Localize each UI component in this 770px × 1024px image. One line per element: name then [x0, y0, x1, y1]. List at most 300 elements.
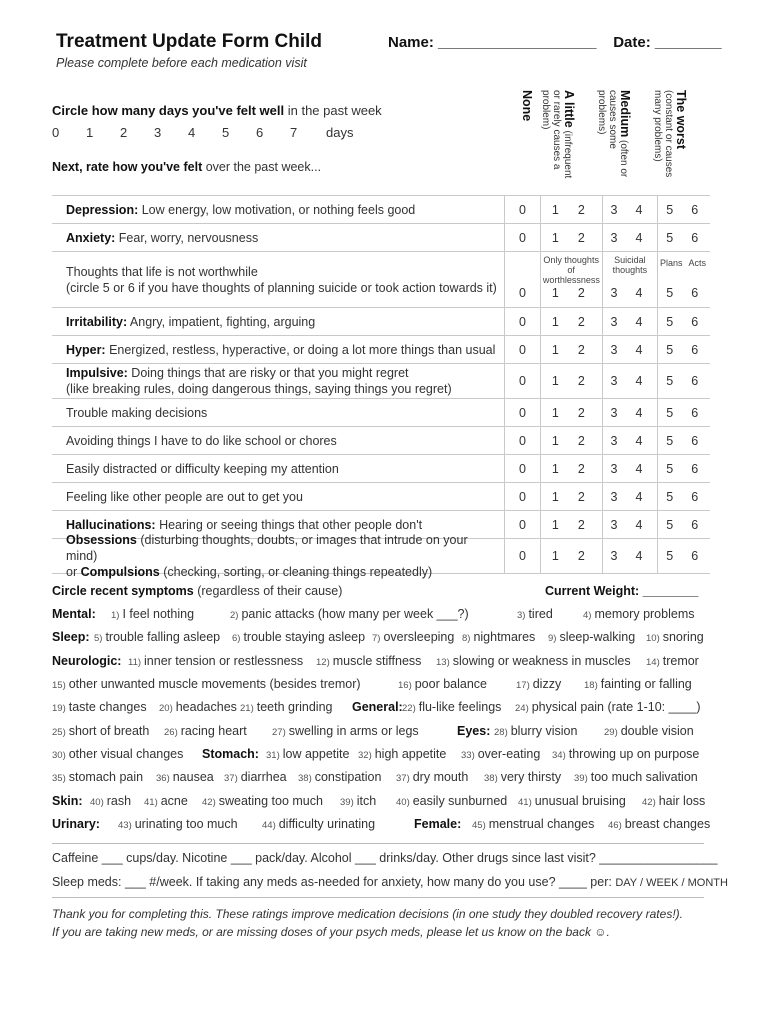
rating-option-6[interactable]: 6: [691, 433, 699, 448]
symptom-label: short of breath: [68, 724, 150, 738]
symptom-number: 40): [90, 797, 104, 808]
rating-option-5[interactable]: 5: [666, 202, 674, 217]
rating-group: [658, 196, 710, 223]
rating-option-0[interactable]: 0: [519, 202, 526, 217]
rating-option-5[interactable]: 5: [666, 433, 674, 448]
symptom-number: 36): [156, 773, 170, 784]
rating-option-2[interactable]: 2: [577, 433, 585, 448]
symptom-item[interactable]: [402, 700, 501, 714]
symptom-number: 6): [232, 633, 241, 644]
rating-row-irritability: Irritability: Angry, impatient, fighting, arguing 0 1 2 3 4 5 6: [52, 307, 710, 335]
rating-group: [658, 308, 710, 335]
rating-scale: [504, 224, 710, 251]
symptom-item[interactable]: [340, 794, 376, 808]
rating-group: [541, 364, 603, 398]
rating-option-3[interactable]: 3: [610, 374, 618, 388]
symptom-label: unusual bruising: [534, 794, 626, 808]
days-well-options: [52, 125, 353, 140]
substance-use-box: [52, 843, 728, 898]
symptom-label: headaches: [175, 700, 237, 714]
days-unit-label: days: [326, 125, 354, 140]
symptom-item[interactable]: [128, 654, 303, 668]
rating-group: [505, 455, 541, 482]
rating-option-2[interactable]: 2: [577, 202, 585, 217]
rating-option-5[interactable]: 5: [666, 286, 674, 300]
rating-option-2[interactable]: 2: [577, 461, 585, 476]
symptom-item[interactable]: [202, 794, 323, 808]
rating-group: [505, 252, 541, 307]
symptom-number: 10): [646, 633, 660, 644]
symptom-number: 34): [552, 750, 566, 761]
symptom-label: taste changes: [68, 700, 147, 714]
rating-table: [52, 195, 710, 579]
day-option[interactable]: 5: [222, 125, 230, 140]
rating-option-5[interactable]: 5: [666, 314, 674, 329]
symptom-number: 30): [52, 750, 66, 761]
rating-option-5[interactable]: 5: [666, 517, 674, 532]
rating-option-6[interactable]: 6: [691, 286, 699, 300]
rating-option-1[interactable]: 1: [551, 286, 559, 300]
symptom-label: oversleeping: [383, 630, 455, 644]
symptom-item[interactable]: [159, 700, 237, 714]
rating-option-5[interactable]: 5: [666, 374, 674, 388]
rating-option-1[interactable]: 1: [551, 202, 559, 217]
rating-group: [541, 336, 603, 363]
rating-group: [603, 455, 659, 482]
rating-option-6[interactable]: 6: [691, 342, 699, 357]
rating-group: [541, 196, 603, 223]
rating-group: [658, 455, 710, 482]
symptom-item[interactable]: [396, 794, 507, 808]
symptom-label: snoring: [662, 630, 704, 644]
name-date-fields: [388, 34, 722, 51]
symptom-item[interactable]: [472, 817, 594, 831]
symptom-item[interactable]: [52, 724, 149, 738]
symptom-number: 25): [52, 727, 66, 738]
rating-group: [505, 427, 541, 454]
symptom-label: flu-like feelings: [418, 700, 502, 714]
rating-row-avoiding: Avoiding things I have to do like school or chores 0 1 2 3 4 5 6: [52, 426, 710, 454]
day-option[interactable]: 7: [290, 125, 298, 140]
symptom-item[interactable]: [584, 677, 692, 691]
rating-option-1[interactable]: 1: [551, 433, 559, 448]
rating-group: [603, 539, 659, 573]
symptom-number: 41): [518, 797, 532, 808]
rating-option-2[interactable]: 2: [577, 517, 585, 532]
symptom-item[interactable]: [164, 724, 247, 738]
symptom-item[interactable]: [118, 817, 238, 831]
rating-option-3[interactable]: 3: [610, 433, 618, 448]
symptom-item[interactable]: [144, 794, 188, 808]
symptom-item[interactable]: [574, 770, 698, 784]
rating-option-0[interactable]: 0: [519, 517, 526, 532]
rating-option-6[interactable]: 6: [691, 549, 699, 563]
symptom-number: 3): [517, 610, 526, 621]
rating-scale: [504, 364, 710, 398]
rating-option-5[interactable]: 5: [666, 549, 674, 563]
rating-option-0[interactable]: 0: [519, 461, 526, 476]
symptom-label: panic attacks (how many per week ___?): [241, 607, 469, 621]
category-neurologic: Neurologic:: [52, 654, 122, 668]
rating-option-3[interactable]: 3: [610, 342, 618, 357]
symptom-item[interactable]: [548, 630, 635, 644]
symptom-item[interactable]: [494, 724, 577, 738]
rating-row-anxiety: Anxiety: Fear, worry, nervousness 0 1 2 3 4 5 6: [52, 223, 710, 251]
rating-group: [505, 308, 541, 335]
rating-group: [505, 539, 541, 573]
rating-option-2[interactable]: 2: [577, 374, 585, 388]
symptom-item[interactable]: [516, 677, 561, 691]
symptom-number: 45): [472, 820, 486, 831]
symptom-number: 26): [164, 727, 178, 738]
symptom-number: 29): [604, 727, 618, 738]
symptom-number: 4): [583, 610, 592, 621]
rating-option-4[interactable]: 4: [635, 489, 643, 504]
symptom-label: inner tension or restlessness: [144, 654, 304, 668]
sublabel-plans: Plans: [660, 258, 683, 268]
symptom-number: 16): [398, 680, 412, 691]
rating-option-2[interactable]: 2: [577, 549, 585, 563]
symptom-label: difficulty urinating: [278, 817, 376, 831]
day-option[interactable]: 0: [52, 125, 60, 140]
rating-group: [658, 539, 710, 573]
rating-row-hyper: Hyper: Energized, restless, hyperactive, or doing a lot more things than usual 0 1 2 3 4 5 6: [52, 335, 710, 363]
symptom-item[interactable]: [240, 700, 333, 714]
rating-option-4[interactable]: 4: [635, 433, 643, 448]
rating-option-4[interactable]: 4: [635, 342, 643, 357]
rating-option-3[interactable]: 3: [610, 230, 618, 245]
next-rate-prompt: [52, 160, 321, 174]
current-weight-field[interactable]: Current Weight: ________: [545, 584, 699, 598]
rating-option-3[interactable]: 3: [610, 202, 618, 217]
rating-option-0[interactable]: 0: [519, 405, 526, 420]
rating-option-3[interactable]: 3: [610, 517, 618, 532]
rating-option-4[interactable]: 4: [635, 374, 643, 388]
rating-option-0[interactable]: 0: [519, 230, 526, 245]
rating-option-4[interactable]: 4: [635, 230, 643, 245]
sleep-meds-line[interactable]: Sleep meds: ___ #/week. If taking any meds as-needed for anxiety, how many do you use? ____ per: DAY / WEEK / MONTH: [52, 875, 728, 889]
symptom-label: very thirsty: [500, 770, 562, 784]
rating-option-5[interactable]: 5: [666, 230, 674, 245]
rating-group: [603, 308, 659, 335]
symptom-label: trouble staying asleep: [243, 630, 366, 644]
category-skin: Skin:: [52, 794, 83, 808]
rating-group: [541, 427, 603, 454]
symptom-label: blurry vision: [510, 724, 578, 738]
symptom-number: 12): [316, 657, 330, 668]
rating-row-impulsive: Impulsive: Doing things that are risky or that you might regret (like breaking rules, doing dangerous things, saying things you regret) 0 1 2 3 4 5 6: [52, 363, 710, 398]
next-rate-rest: over the past week...: [202, 160, 322, 174]
rating-option-4[interactable]: 4: [635, 549, 643, 563]
symptom-label: stomach pain: [68, 770, 144, 784]
symptom-label: slowing or weakness in muscles: [452, 654, 631, 668]
symptom-item[interactable]: [52, 677, 361, 691]
symptom-number: 37): [396, 773, 410, 784]
symptom-number: 41): [144, 797, 158, 808]
rating-option-4[interactable]: 4: [635, 405, 643, 420]
rating-option-6[interactable]: 6: [691, 461, 699, 476]
symptom-item[interactable]: [224, 770, 287, 784]
column-header-a-little: A little (infrequent or rarely causes a problem): [540, 90, 576, 179]
symptom-item[interactable]: [262, 817, 375, 831]
rating-option-3[interactable]: 3: [610, 489, 618, 504]
symptom-number: 7): [372, 633, 381, 644]
symptom-item[interactable]: [90, 794, 131, 808]
symptom-item[interactable]: [515, 700, 701, 714]
category-urinary: Urinary:: [52, 817, 100, 831]
date-field[interactable]: Date: ________: [613, 34, 722, 51]
symptom-item[interactable]: [518, 794, 626, 808]
symptom-label: I feel nothing: [122, 607, 195, 621]
symptom-number: 38): [484, 773, 498, 784]
symptom-item[interactable]: [646, 654, 699, 668]
rating-scale: [504, 196, 710, 223]
days-well-prompt-rest: in the past week: [284, 103, 382, 118]
rating-option-6[interactable]: 6: [691, 517, 699, 532]
rating-scale: [504, 455, 710, 482]
symptom-label: double vision: [620, 724, 694, 738]
rating-option-4[interactable]: 4: [635, 461, 643, 476]
symptom-label: breast changes: [624, 817, 711, 831]
symptom-number: 2): [230, 610, 239, 621]
symptom-label: constipation: [314, 770, 382, 784]
rating-group: [603, 399, 659, 426]
rating-group: [541, 224, 603, 251]
symptom-item[interactable]: [266, 747, 349, 761]
rating-option-0[interactable]: 0: [519, 286, 526, 300]
rating-option-5[interactable]: 5: [666, 489, 674, 504]
symptom-item[interactable]: [52, 770, 143, 784]
symptom-item[interactable]: [358, 747, 446, 761]
rating-option-1[interactable]: 1: [551, 405, 559, 420]
rating-group: [505, 511, 541, 538]
symptom-number: 44): [262, 820, 276, 831]
symptom-item[interactable]: [156, 770, 214, 784]
rating-option-1[interactable]: 1: [551, 549, 559, 563]
symptom-number: 8): [462, 633, 471, 644]
rating-scale: [504, 539, 710, 573]
rating-option-2[interactable]: 2: [577, 286, 585, 300]
rating-option-2[interactable]: 2: [577, 489, 585, 504]
symptom-label: poor balance: [414, 677, 488, 691]
symptom-number: 21): [240, 703, 254, 714]
rating-group: [658, 483, 710, 510]
symptom-item[interactable]: [52, 747, 183, 761]
thank-you-note: [52, 905, 683, 941]
symptom-number: 17): [516, 680, 530, 691]
column-header-none: None: [520, 90, 534, 122]
symptom-label: dizzy: [532, 677, 562, 691]
symptom-item[interactable]: [111, 607, 194, 621]
symptom-number: 20): [159, 703, 173, 714]
rating-scale: [504, 483, 710, 510]
symptom-item[interactable]: [461, 747, 540, 761]
symptom-label: urinating too much: [134, 817, 238, 831]
symptom-item[interactable]: [642, 794, 705, 808]
rating-option-0[interactable]: 0: [519, 489, 526, 504]
rating-group: [541, 252, 603, 307]
sublabel-worthlessness: Only thoughts of worthlessness: [542, 255, 600, 285]
rating-option-6[interactable]: 6: [691, 202, 699, 217]
sublabel-suicidal-thoughts: Suicidal thoughts: [612, 255, 648, 275]
rating-option-3[interactable]: 3: [610, 405, 618, 420]
symptom-number: 33): [461, 750, 475, 761]
symptom-item[interactable]: [484, 770, 561, 784]
rating-group: [541, 399, 603, 426]
category-mental: Mental:: [52, 607, 96, 621]
symptom-number: 24): [515, 703, 529, 714]
symptom-item[interactable]: [230, 607, 469, 621]
rating-option-5[interactable]: 5: [666, 405, 674, 420]
symptom-item[interactable]: [298, 770, 381, 784]
rating-option-0[interactable]: 0: [519, 374, 526, 388]
symptom-number: 35): [52, 773, 66, 784]
name-field[interactable]: Name: ___________________: [388, 34, 597, 51]
symptom-label: muscle stiffness: [332, 654, 422, 668]
rating-option-1[interactable]: 1: [551, 314, 559, 329]
symptom-label: other visual changes: [68, 747, 184, 761]
symptom-item[interactable]: [316, 654, 421, 668]
rating-option-3[interactable]: 3: [610, 461, 618, 476]
rating-option-2[interactable]: 2: [577, 230, 585, 245]
rating-option-6[interactable]: 6: [691, 405, 699, 420]
rating-row-decisions: Trouble making decisions 0 1 2 3 4 5 6: [52, 398, 710, 426]
rating-row-worthless: Thoughts that life is not worthwhile (circle 5 or 6 if you have thoughts of planning suicide or took action towards it) 0 Only thoughts of worthlessness 1 2 Suicidal thoughts 3 4 Plans Acts 5 6: [52, 251, 710, 307]
rating-group: [603, 336, 659, 363]
symptom-item[interactable]: [372, 630, 454, 644]
rating-group: [658, 224, 710, 251]
rating-group: [541, 483, 603, 510]
rating-option-6[interactable]: 6: [691, 230, 699, 245]
symptoms-heading: Circle recent symptoms (regardless of their cause): [52, 584, 343, 598]
rating-option-1[interactable]: 1: [551, 342, 559, 357]
rating-group: [603, 483, 659, 510]
symptom-item[interactable]: [52, 700, 147, 714]
rating-scale: [504, 308, 710, 335]
rating-group: [505, 483, 541, 510]
thank-you-line-1: Thank you for completing this. These ratings improve medication decisions (in one study they doubled recovery rates!).: [52, 907, 683, 921]
rating-option-2[interactable]: 2: [577, 342, 585, 357]
symptom-item[interactable]: [462, 630, 535, 644]
rating-option-5[interactable]: 5: [666, 461, 674, 476]
column-header-medium: Medium (often or causes some problems): [596, 90, 632, 178]
symptom-label: racing heart: [180, 724, 247, 738]
rating-option-4[interactable]: 4: [635, 286, 643, 300]
rating-group: [603, 224, 659, 251]
symptom-label: acne: [160, 794, 188, 808]
rating-option-2[interactable]: 2: [577, 405, 585, 420]
symptom-number: 40): [396, 797, 410, 808]
rating-option-0[interactable]: 0: [519, 314, 526, 329]
symptom-item[interactable]: [608, 817, 710, 831]
symptom-item[interactable]: [272, 724, 419, 738]
symptom-item[interactable]: [436, 654, 631, 668]
rating-option-1[interactable]: 1: [551, 230, 559, 245]
symptom-label: itch: [356, 794, 377, 808]
rating-option-3[interactable]: 3: [610, 549, 618, 563]
rating-option-1[interactable]: 1: [551, 461, 559, 476]
rating-option-6[interactable]: 6: [691, 314, 699, 329]
rating-option-4[interactable]: 4: [635, 202, 643, 217]
rating-option-4[interactable]: 4: [635, 314, 643, 329]
rating-group: [658, 511, 710, 538]
rating-row-hallucinations: Hallucinations: Hearing or seeing things that other people don't 0 1 2 3 4 5 6: [52, 510, 710, 538]
day-option[interactable]: 1: [86, 125, 94, 140]
symptom-item[interactable]: [94, 630, 220, 644]
symptom-number: 5): [94, 633, 103, 644]
category-eyes: Eyes:: [457, 724, 491, 738]
symptom-item[interactable]: [583, 607, 694, 621]
rating-group: [603, 196, 659, 223]
rating-option-3[interactable]: 3: [610, 314, 618, 329]
symptom-label: tired: [528, 607, 553, 621]
rating-group: [603, 364, 659, 398]
rating-option-0[interactable]: 0: [519, 549, 526, 563]
substance-use-line[interactable]: Caffeine ___ cups/day. Nicotine ___ pack/day. Alcohol ___ drinks/day. Other drugs since last visit? _________________: [52, 851, 718, 865]
rating-group: [541, 539, 603, 573]
symptom-number: 28): [494, 727, 508, 738]
rating-group: [603, 511, 659, 538]
rating-option-6[interactable]: 6: [691, 374, 699, 388]
symptom-item[interactable]: [552, 747, 699, 761]
rating-option-5[interactable]: 5: [666, 342, 674, 357]
rating-option-1[interactable]: 1: [551, 374, 559, 388]
rating-group: [505, 224, 541, 251]
symptom-label: dry mouth: [412, 770, 469, 784]
symptom-item[interactable]: [517, 607, 553, 621]
day-option[interactable]: 6: [256, 125, 264, 140]
rating-scale: [504, 399, 710, 426]
symptom-label: throwing up on purpose: [568, 747, 700, 761]
symptom-item[interactable]: [398, 677, 487, 691]
symptom-item[interactable]: [604, 724, 694, 738]
symptom-label: too much salivation: [590, 770, 698, 784]
symptom-label: physical pain (rate 1-10: ____): [531, 700, 701, 714]
symptom-number: 43): [118, 820, 132, 831]
rating-option-6[interactable]: 6: [691, 489, 699, 504]
symptom-number: 13): [436, 657, 450, 668]
rating-group: [603, 427, 659, 454]
rating-scale: [504, 511, 710, 538]
rating-option-1[interactable]: 1: [551, 517, 559, 532]
rating-option-4[interactable]: 4: [635, 517, 643, 532]
rating-group: [658, 252, 710, 307]
symptom-label: sleep-walking: [559, 630, 636, 644]
symptom-item[interactable]: [396, 770, 468, 784]
rating-option-2[interactable]: 2: [577, 314, 585, 329]
rating-option-3[interactable]: 3: [610, 286, 618, 300]
rating-option-0[interactable]: 0: [519, 342, 526, 357]
symptom-label: nausea: [172, 770, 214, 784]
symptom-number: 15): [52, 680, 66, 691]
symptom-label: low appetite: [282, 747, 350, 761]
symptom-label: over-eating: [477, 747, 541, 761]
day-option[interactable]: 3: [154, 125, 162, 140]
rating-group: [658, 427, 710, 454]
symptom-item[interactable]: [232, 630, 365, 644]
rating-group: [658, 399, 710, 426]
next-rate-bold: Next, rate how you've felt: [52, 160, 203, 174]
symptom-number: 27): [272, 727, 286, 738]
symptom-item[interactable]: [646, 630, 704, 644]
symptom-label: memory problems: [594, 607, 695, 621]
symptom-number: 42): [642, 797, 656, 808]
rating-option-0[interactable]: 0: [519, 433, 526, 448]
day-option[interactable]: 4: [188, 125, 196, 140]
day-option[interactable]: 2: [120, 125, 128, 140]
rating-option-1[interactable]: 1: [551, 489, 559, 504]
rating-group: [658, 336, 710, 363]
